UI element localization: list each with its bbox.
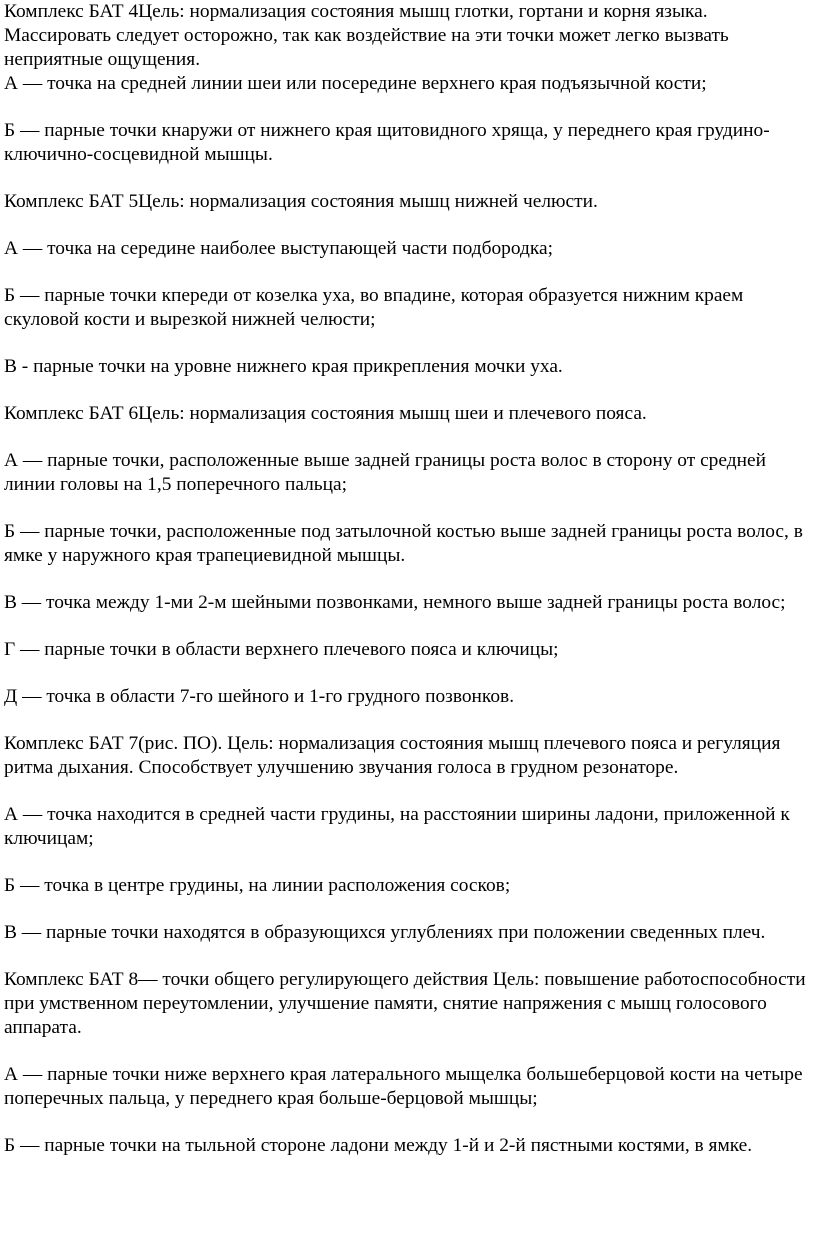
paragraph-complex-5-intro: Комплекс БАТ 5Цель: нормализация состояния мышц нижней челюсти. bbox=[4, 191, 598, 212]
paragraph-complex-7-intro: Комплекс БАТ 7(рис. ПО). Цель: нормализация состояния мышц плечевого пояса и регуляция ритма дыхания. Способствует улучшению звучания голоса в грудном резонаторе. bbox=[4, 733, 781, 778]
paragraph-complex-4-intro: Комплекс БАТ 4Цель: нормализация состояния мышц глотки, гортани и корня языка. Массировать следует осторожно, так как воздействие на эти точки может легко вызвать неприятные ощущения. bbox=[4, 1, 729, 70]
paragraph-complex-8-intro: Комплекс БАТ 8— точки общего регулирующего действия Цель: повышение работоспособности при умственном переутомлении, улучшение памяти, снятие напряжения с мышц голосового аппарата. bbox=[4, 969, 806, 1038]
paragraph-complex-7-point-a: А — точка находится в средней части грудины, на расстоянии ширины ладони, приложенной к ключицам; bbox=[4, 804, 790, 849]
paragraph-complex-5-point-v: В - парные точки на уровне нижнего края прикрепления мочки уха. bbox=[4, 356, 563, 377]
paragraph-complex-6-point-g: Г — парные точки в области верхнего плечевого пояса и ключицы; bbox=[4, 639, 559, 660]
paragraph-complex-4-point-b: Б — парные точки кнаружи от нижнего края щитовидного хряща, у переднего края грудино-ключично-сосцевидной мышцы. bbox=[4, 120, 770, 165]
paragraph-complex-6-point-b: Б — парные точки, расположенные под затылочной костью выше задней границы роста волос, в ямке у наружного края трапециевидной мышцы. bbox=[4, 521, 803, 566]
paragraph-complex-6-intro: Комплекс БАТ 6Цель: нормализация состояния мышц шеи и плечевого пояса. bbox=[4, 403, 647, 424]
paragraph-complex-7-point-b: Б — точка в центре грудины, на линии расположения сосков; bbox=[4, 875, 511, 896]
paragraph-complex-4-point-a: А — точка на средней линии шеи или посередине верхнего края подъязычной кости; bbox=[4, 73, 707, 94]
paragraph-complex-6-point-a: А — парные точки, расположенные выше задней границы роста волос в сторону от средней линии головы на 1,5 поперечного пальца; bbox=[4, 450, 766, 495]
paragraph-complex-6-point-d: Д — точка в области 7-го шейного и 1-го грудного позвонков. bbox=[4, 686, 515, 707]
paragraph-complex-5-point-b: Б — парные точки кпереди от козелка уха, во впадине, которая образуется нижним краем скуловой кости и вырезкой нижней челюсти; bbox=[4, 285, 744, 330]
paragraph-complex-6-point-v: В — точка между 1-ми 2-м шейными позвонками, немного выше задней границы роста волос; bbox=[4, 592, 786, 613]
document-body bbox=[4, 0, 812, 1158]
paragraph-complex-8-point-b: Б — парные точки на тыльной стороне ладони между 1-й и 2-й пястными костями, в ямке. bbox=[4, 1135, 753, 1156]
paragraph-complex-5-point-a: А — точка на середине наиболее выступающей части подбородка; bbox=[4, 238, 553, 259]
paragraph-complex-7-point-v: В — парные точки находятся в образующихся углублениях при положении сведенных плеч. bbox=[4, 922, 766, 943]
paragraph-complex-8-point-a: А — парные точки ниже верхнего края латерального мыщелка большеберцовой кости на четыре поперечных пальца, у переднего края больше-берцовой мышцы; bbox=[4, 1064, 803, 1109]
